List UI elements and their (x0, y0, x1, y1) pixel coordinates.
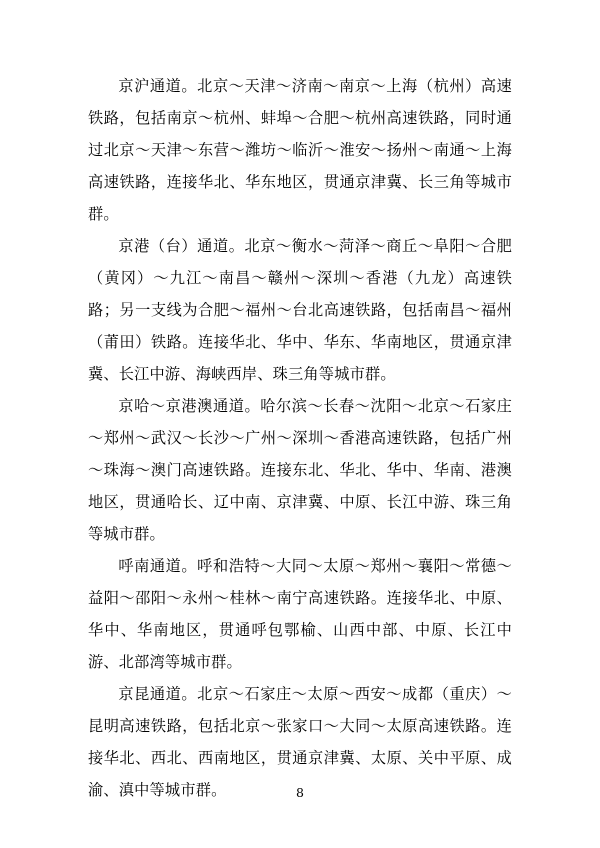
paragraph-hunan-corridor: 呼南通道。呼和浩特～大同～太原～郑州～襄阳～常德～益阳～邵阳～永州～桂林～南宁高速铁路。连接华北、中原、华中、华南地区，贯通呼包鄂榆、山西中部、中原、长江中游、北部湾等城市群。 (88, 557, 512, 671)
paragraph-jingha-jinggangao-corridor: 京哈～京港澳通道。哈尔滨～长春～沈阳～北京～石家庄～郑州～武汉～长沙～广州～深圳～香港高速铁路，包括广州～珠海～澳门高速铁路。连接东北、华北、华中、华南、港澳地区，贯通哈长、辽中南、京津冀、中原、长江中游、珠三角等城市群。 (88, 397, 512, 543)
document-body (88, 70, 512, 806)
paragraph-jinggang-corridor: 京港（台）通道。北京～衡水～菏泽～商丘～阜阳～合肥（黄冈）～九江～南昌～赣州～深圳～香港（九龙）高速铁路；另一支线为合肥～福州～台北高速铁路，包括南昌～福州（莆田）铁路。连接华北、华中、华东、华南地区，贯通京津冀、长江中游、海峡西岸、珠三角等城市群。 (88, 237, 512, 383)
page-number: 8 (296, 785, 304, 800)
paragraph-jingkun-corridor: 京昆通道。北京～石家庄～太原～西安～成都（重庆）～昆明高速铁路，包括北京～张家口～大同～太原高速铁路。连接华北、西北、西南地区，贯通京津冀、太原、关中平原、成渝、滇中等城市群。 (88, 685, 512, 799)
paragraph-jinghu-corridor: 京沪通道。北京～天津～济南～南京～上海（杭州）高速铁路，包括南京～杭州、蚌埠～合肥～杭州高速铁路，同时通过北京～天津～东营～潍坊～临沂～淮安～扬州～南通～上海高速铁路，连接华北、华东地区，贯通京津冀、长三角等城市群。 (88, 77, 512, 223)
